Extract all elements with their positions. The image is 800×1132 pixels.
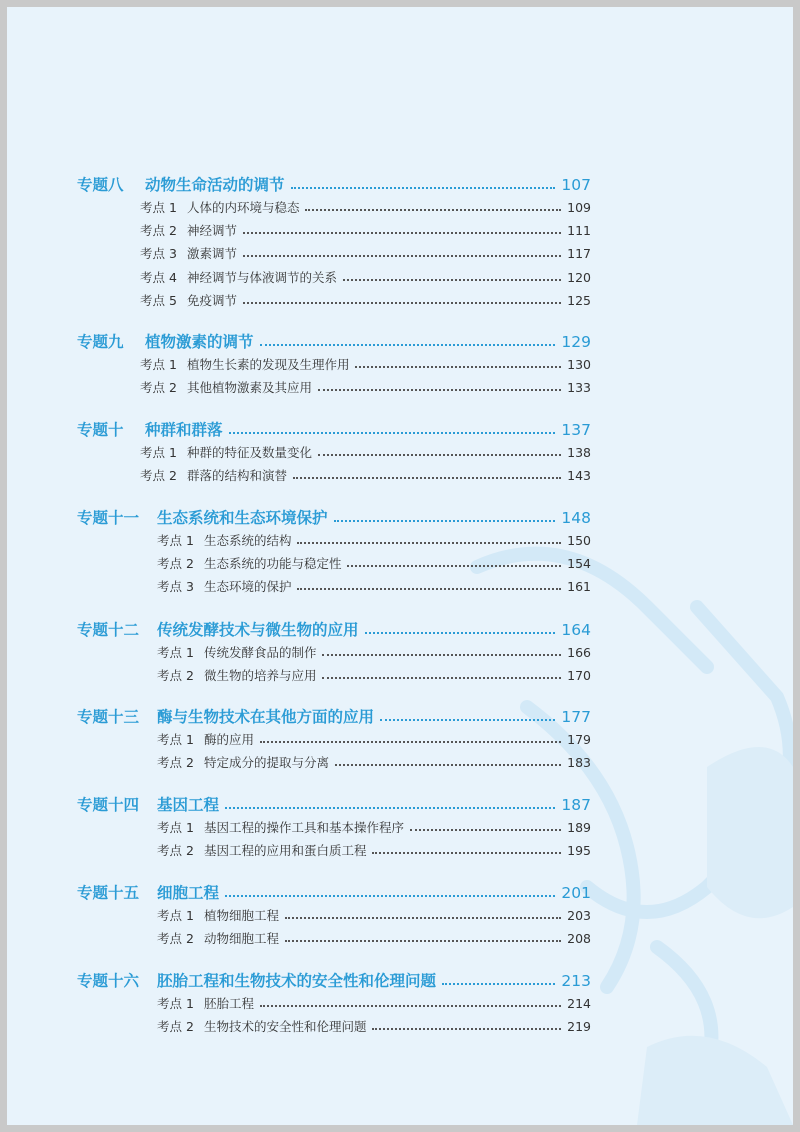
topic-page-number: 203 bbox=[567, 908, 591, 923]
toc-topic-row[interactable] bbox=[140, 198, 591, 218]
toc-chapter-row[interactable] bbox=[77, 418, 591, 442]
topic-page-number: 150 bbox=[567, 533, 591, 548]
topic-title: 生态系统的结构 bbox=[203, 533, 292, 548]
topic-page-number: 117 bbox=[567, 246, 591, 262]
toc-topic-row[interactable] bbox=[157, 730, 591, 750]
dot-leader bbox=[343, 279, 561, 281]
toc-chapter-row[interactable] bbox=[77, 969, 591, 993]
dot-leader bbox=[260, 741, 561, 743]
chapter-label: 专题十 bbox=[77, 421, 124, 439]
topic-label: 考点 1 bbox=[140, 357, 177, 372]
dot-leader bbox=[380, 719, 555, 721]
topic-page-number: 219 bbox=[567, 1019, 591, 1035]
table-of-contents bbox=[7, 7, 793, 1125]
chapter-label: 专题十五 bbox=[77, 884, 140, 902]
toc-chapter-row[interactable] bbox=[77, 793, 591, 817]
chapter-label: 专题九 bbox=[77, 333, 124, 351]
chapter-page-number: 177 bbox=[561, 708, 591, 726]
chapter-page-number: 201 bbox=[561, 884, 591, 902]
toc-chapter-row[interactable] bbox=[77, 173, 591, 197]
topic-page-number: 111 bbox=[567, 223, 591, 239]
toc-chapter-row[interactable] bbox=[77, 705, 591, 729]
toc-topic-row[interactable] bbox=[140, 466, 591, 486]
toc-topic-row[interactable] bbox=[140, 244, 591, 264]
topic-label: 考点 2 bbox=[140, 468, 177, 484]
document-page bbox=[7, 7, 793, 1125]
dot-leader bbox=[260, 344, 556, 346]
toc-topic-row[interactable] bbox=[157, 666, 591, 686]
dot-leader bbox=[260, 1005, 561, 1007]
topic-label: 考点 2 bbox=[157, 668, 194, 684]
toc-chapter-row[interactable] bbox=[77, 881, 591, 905]
topic-page-number: 133 bbox=[567, 380, 591, 396]
topic-title: 神经调节与体液调节的关系 bbox=[186, 269, 337, 285]
topic-label: 考点 2 bbox=[157, 931, 194, 947]
toc-topic-row[interactable] bbox=[157, 929, 591, 949]
topic-label: 考点 2 bbox=[157, 755, 194, 771]
topic-page-number: 208 bbox=[567, 931, 591, 947]
toc-topic-row[interactable] bbox=[157, 906, 591, 926]
topic-page-number: 125 bbox=[567, 292, 591, 308]
dot-leader bbox=[285, 940, 561, 942]
dot-leader bbox=[285, 917, 561, 919]
chapter-label: 专题十二 bbox=[77, 621, 140, 639]
topic-label: 考点 1 bbox=[157, 996, 194, 1011]
topic-title: 群落的结构和演替 bbox=[186, 468, 287, 484]
toc-chapter-row[interactable] bbox=[77, 506, 591, 530]
topic-title: 酶的应用 bbox=[203, 732, 254, 747]
dot-leader bbox=[229, 432, 556, 434]
topic-page-number: 143 bbox=[567, 468, 591, 484]
chapter-title: 胚胎工程和生物技术的安全性和伦理问题 bbox=[157, 972, 437, 990]
topic-title: 神经调节 bbox=[186, 223, 237, 239]
topic-title: 人体的内环境与稳态 bbox=[186, 200, 300, 215]
dot-leader bbox=[335, 764, 561, 766]
chapter-page-number: 107 bbox=[561, 176, 591, 194]
topic-title: 激素调节 bbox=[186, 246, 237, 262]
topic-label: 考点 1 bbox=[157, 908, 194, 923]
topic-label: 考点 2 bbox=[157, 1019, 194, 1035]
dot-leader bbox=[297, 542, 561, 544]
topic-label: 考点 3 bbox=[140, 246, 177, 262]
dot-leader bbox=[293, 477, 561, 479]
topic-label: 考点 5 bbox=[140, 292, 177, 308]
topic-label: 考点 1 bbox=[157, 820, 194, 835]
chapter-page-number: 129 bbox=[561, 333, 591, 351]
topic-label: 考点 1 bbox=[140, 200, 177, 215]
chapter-title: 基因工程 bbox=[157, 796, 220, 814]
topic-title: 传统发酵食品的制作 bbox=[203, 645, 317, 660]
topic-title: 基因工程的操作工具和基本操作程序 bbox=[203, 820, 404, 835]
chapter-page-number: 137 bbox=[561, 421, 591, 439]
topic-title: 动物细胞工程 bbox=[203, 931, 279, 947]
toc-topic-row[interactable] bbox=[140, 268, 591, 288]
dot-leader bbox=[347, 565, 561, 567]
chapter-title: 种群和群落 bbox=[145, 421, 223, 439]
dot-leader bbox=[291, 187, 556, 189]
toc-topic-row[interactable] bbox=[140, 355, 591, 375]
toc-topic-row[interactable] bbox=[140, 291, 591, 311]
toc-topic-row[interactable] bbox=[157, 841, 591, 861]
topic-page-number: 214 bbox=[567, 996, 591, 1011]
topic-label: 考点 2 bbox=[140, 223, 177, 239]
topic-title: 微生物的培养与应用 bbox=[203, 668, 317, 684]
chapter-title: 植物激素的调节 bbox=[145, 333, 254, 351]
toc-chapter-row[interactable] bbox=[77, 618, 591, 642]
topic-label: 考点 3 bbox=[157, 579, 194, 595]
toc-chapter-row[interactable] bbox=[77, 330, 591, 354]
chapter-label: 专题八 bbox=[77, 176, 124, 194]
dot-leader bbox=[365, 632, 556, 634]
chapter-label: 专题十一 bbox=[77, 509, 140, 527]
dot-leader bbox=[322, 654, 561, 656]
dot-leader bbox=[243, 232, 561, 234]
topic-title: 植物生长素的发现及生理作用 bbox=[186, 357, 350, 372]
toc-topic-row[interactable] bbox=[157, 643, 591, 663]
topic-label: 考点 2 bbox=[157, 556, 194, 572]
toc-topic-row[interactable] bbox=[157, 554, 591, 574]
topic-page-number: 154 bbox=[567, 556, 591, 572]
topic-title: 生态环境的保护 bbox=[203, 579, 292, 595]
topic-title: 生态系统的功能与稳定性 bbox=[203, 556, 342, 572]
topic-page-number: 170 bbox=[567, 668, 591, 684]
dot-leader bbox=[322, 677, 561, 679]
dot-leader bbox=[318, 389, 561, 391]
dot-leader bbox=[372, 1028, 561, 1030]
dot-leader bbox=[372, 852, 561, 854]
toc-topic-row[interactable] bbox=[157, 818, 591, 838]
chapter-label: 专题十四 bbox=[77, 796, 140, 814]
topic-page-number: 195 bbox=[567, 843, 591, 859]
chapter-title: 生态系统和生态环境保护 bbox=[157, 509, 328, 527]
chapter-page-number: 148 bbox=[561, 509, 591, 527]
dot-leader bbox=[297, 588, 561, 590]
topic-label: 考点 2 bbox=[157, 843, 194, 859]
topic-page-number: 189 bbox=[567, 820, 591, 835]
topic-title: 胚胎工程 bbox=[203, 996, 254, 1011]
topic-label: 考点 1 bbox=[157, 533, 194, 548]
dot-leader bbox=[442, 983, 555, 985]
toc-topic-row[interactable] bbox=[157, 753, 591, 773]
topic-page-number: 161 bbox=[567, 579, 591, 595]
chapter-title: 细胞工程 bbox=[157, 884, 220, 902]
dot-leader bbox=[305, 209, 561, 211]
topic-label: 考点 4 bbox=[140, 269, 177, 285]
chapter-label: 专题十六 bbox=[77, 972, 140, 990]
dot-leader bbox=[318, 454, 561, 456]
dot-leader bbox=[243, 255, 561, 257]
topic-title: 种群的特征及数量变化 bbox=[186, 445, 312, 460]
topic-title: 其他植物激素及其应用 bbox=[186, 380, 312, 396]
chapter-title: 动物生命活动的调节 bbox=[145, 176, 285, 194]
topic-title: 免疫调节 bbox=[186, 292, 237, 308]
toc-topic-row[interactable] bbox=[140, 443, 591, 463]
dot-leader bbox=[225, 807, 555, 809]
dot-leader bbox=[243, 302, 561, 304]
topic-title: 植物细胞工程 bbox=[203, 908, 279, 923]
topic-title: 特定成分的提取与分离 bbox=[203, 755, 329, 771]
topic-page-number: 138 bbox=[567, 445, 591, 460]
dot-leader bbox=[410, 829, 561, 831]
topic-title: 基因工程的应用和蛋白质工程 bbox=[203, 843, 367, 859]
toc-topic-row[interactable] bbox=[157, 577, 591, 597]
topic-page-number: 179 bbox=[567, 732, 591, 747]
dot-leader bbox=[334, 520, 556, 522]
chapter-page-number: 213 bbox=[561, 972, 591, 990]
toc-topic-row[interactable] bbox=[157, 531, 591, 551]
toc-topic-row[interactable] bbox=[140, 378, 591, 398]
topic-label: 考点 1 bbox=[157, 645, 194, 660]
topic-page-number: 109 bbox=[567, 200, 591, 215]
topic-page-number: 130 bbox=[567, 357, 591, 372]
topic-page-number: 166 bbox=[567, 645, 591, 660]
toc-topic-row[interactable] bbox=[157, 1017, 591, 1037]
topic-page-number: 183 bbox=[567, 755, 591, 771]
chapter-title: 酶与生物技术在其他方面的应用 bbox=[157, 708, 375, 726]
chapter-title: 传统发酵技术与微生物的应用 bbox=[157, 621, 359, 639]
topic-label: 考点 1 bbox=[157, 732, 194, 747]
chapter-label: 专题十三 bbox=[77, 708, 140, 726]
topic-label: 考点 1 bbox=[140, 445, 177, 460]
topic-page-number: 120 bbox=[567, 269, 591, 285]
topic-title: 生物技术的安全性和伦理问题 bbox=[203, 1019, 367, 1035]
dot-leader bbox=[225, 895, 555, 897]
toc-topic-row[interactable] bbox=[157, 994, 591, 1014]
toc-topic-row[interactable] bbox=[140, 221, 591, 241]
chapter-page-number: 164 bbox=[561, 621, 591, 639]
topic-label: 考点 2 bbox=[140, 380, 177, 396]
dot-leader bbox=[355, 366, 561, 368]
chapter-page-number: 187 bbox=[561, 796, 591, 814]
